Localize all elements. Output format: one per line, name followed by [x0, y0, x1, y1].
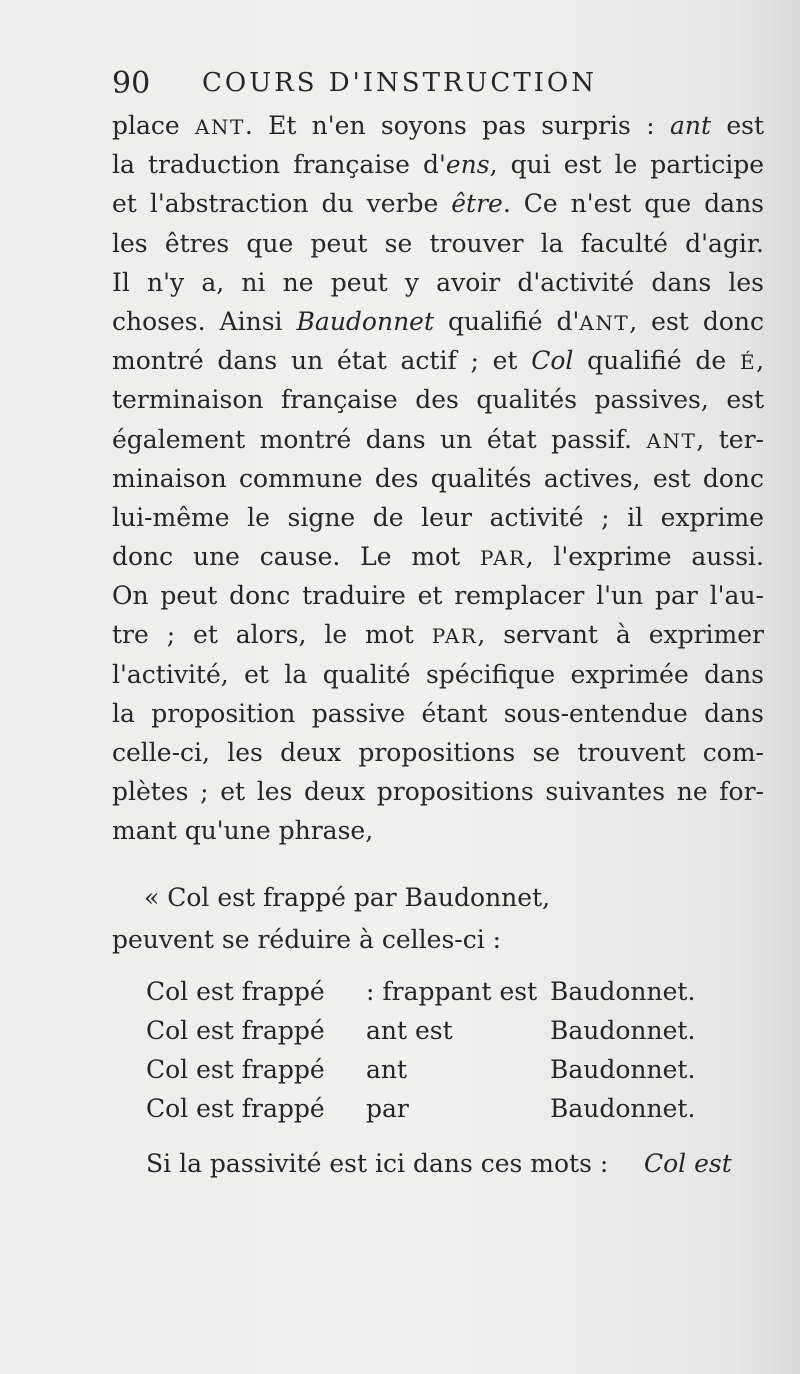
text-line [112, 263, 764, 302]
table-cell: Col est frappé [146, 1055, 325, 1084]
text-segment: Il n'y a, ni ne peut y avoir d'activité dans les [112, 267, 764, 297]
text-segment: mant qu'une phrase, [112, 816, 374, 846]
small-caps-term: É [739, 350, 757, 375]
text-segment: celle-ci, les deux propositions se trouvent com- [112, 738, 764, 767]
text-line [112, 537, 764, 576]
text-segment: qualifié de [573, 346, 740, 376]
text-segment: est [711, 111, 764, 140]
final-line-tail: Col est [644, 1149, 732, 1178]
table-cell: Baudonnet. [550, 1055, 696, 1084]
text-line [112, 380, 764, 419]
text-segment: choses. Ainsi [112, 306, 297, 336]
text-line [112, 145, 764, 184]
text-segment: et l'abstraction du verbe [112, 189, 452, 219]
text-segment: la proposition passive étant sous-entendue dans [112, 698, 764, 728]
text-segment: , ter- [696, 424, 764, 454]
reduction-table [146, 972, 798, 1128]
text-segment: , qui est le participe [489, 150, 764, 180]
table-cell: Baudonnet. [550, 1094, 696, 1123]
table-cell: ant est [366, 1016, 453, 1045]
text-line [112, 106, 764, 145]
table-cell: Col est frappé [146, 1016, 325, 1045]
text-line [112, 772, 764, 811]
text-line [112, 459, 764, 498]
table-row [146, 1011, 798, 1050]
text-segment: également montré dans un état passif. [112, 424, 647, 454]
text-segment: , est donc [629, 306, 764, 336]
text-segment: , l'exprime aussi. [525, 542, 764, 572]
small-caps-term: PAR [479, 546, 526, 571]
text-segment: place [112, 111, 196, 140]
text-line [112, 615, 764, 654]
text-segment: montré dans un état actif ; et [112, 346, 532, 376]
text-segment: la traduction française d' [112, 150, 446, 180]
table-cell: : frappant est [366, 977, 538, 1006]
italic-term: Baudonnet [296, 306, 435, 336]
text-line [112, 811, 764, 850]
table-row [146, 972, 798, 1011]
final-paragraph [112, 1130, 764, 1184]
final-line-lead: Si la passivité est ici dans ces mots : [146, 1149, 609, 1178]
text-segment: l'activité, et la qualité spécifique exprimée dans [112, 659, 764, 689]
text-segment: donc une cause. Le mot [112, 542, 480, 572]
text-segment: On peut donc traduire et remplacer l'un par l'au- [112, 581, 764, 611]
text-line [112, 576, 764, 615]
text-segment: les êtres que peut se trouver la faculté d'agir. [112, 228, 764, 258]
main-paragraph [112, 106, 764, 851]
small-caps-term: PAR [431, 624, 478, 649]
table-row [146, 1050, 798, 1089]
text-segment: , servant à exprimer [477, 620, 764, 650]
quote-line: « Col est frappé par Baudonnet, [144, 883, 551, 912]
text-segment: plètes ; et les deux propositions suivantes ne for- [112, 777, 764, 807]
text-line [112, 302, 764, 341]
table-cell: Col est frappé [146, 1094, 325, 1123]
table-cell: Baudonnet. [550, 1016, 696, 1045]
small-caps-term: ANT [579, 310, 630, 335]
text-segment: . Et n'en soyons pas surpris : [244, 111, 670, 140]
text-line [112, 224, 764, 263]
text-segment: lui-même le signe de leur activité ; il exprime [112, 502, 764, 532]
italic-term: Col [531, 346, 574, 376]
running-title: COURS D'INSTRUCTION [202, 68, 597, 98]
italic-term: être [451, 189, 503, 219]
text-segment: tre ; et alors, le mot [112, 620, 432, 650]
table-cell: Col est frappé [146, 977, 325, 1006]
small-caps-term: ANT [646, 428, 697, 453]
table-cell: par [366, 1094, 409, 1123]
table-row [146, 1089, 798, 1128]
text-segment: qualifié d' [434, 306, 580, 336]
italic-term: ant [669, 111, 711, 140]
quotation-intro [112, 877, 764, 961]
page-number: 90 [112, 66, 151, 101]
text-line [112, 420, 764, 459]
text-line [112, 655, 764, 694]
text-line [112, 733, 764, 772]
quote-continuation: peuvent se réduire à celles-ci : [112, 925, 502, 954]
table-cell: ant [366, 1055, 408, 1084]
text-line [112, 498, 764, 537]
small-caps-term: ANT [195, 115, 245, 139]
text-segment: minaison commune des qualités actives, est donc [112, 463, 764, 493]
running-header [112, 66, 762, 106]
text-segment: terminaison française des qualités passives, est [112, 385, 764, 415]
text-line [112, 184, 764, 223]
text-line [112, 694, 764, 733]
italic-term: ens [445, 150, 490, 180]
text-line [112, 341, 764, 380]
text-segment: , [756, 346, 765, 376]
table-cell: Baudonnet. [550, 977, 696, 1006]
text-segment: . Ce n'est que dans [502, 189, 764, 219]
